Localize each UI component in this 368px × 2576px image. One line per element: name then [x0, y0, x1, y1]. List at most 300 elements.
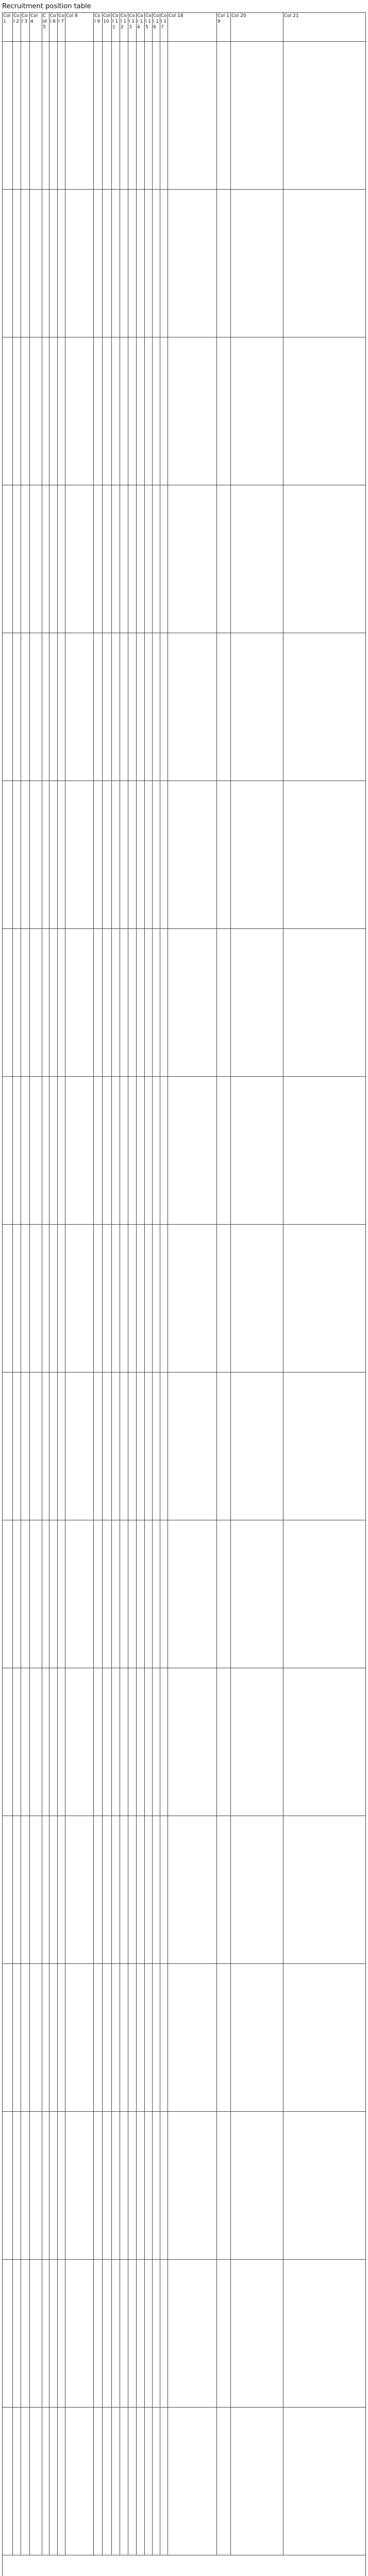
table-cell — [283, 633, 305, 781]
table-cell — [21, 781, 30, 928]
table-cell — [112, 1225, 120, 1372]
table-cell — [65, 1225, 94, 1372]
table-cell — [145, 2260, 153, 2407]
table-cell — [103, 190, 112, 337]
table-cell — [283, 190, 305, 337]
table-cell — [49, 1520, 58, 1668]
table-cell — [49, 1668, 58, 1816]
table-cell — [30, 1964, 42, 2111]
table-cell — [137, 1225, 145, 1372]
table-cell — [13, 1964, 21, 2111]
table-cell — [30, 929, 42, 1076]
table-cell — [65, 781, 94, 928]
table-cell — [103, 2260, 112, 2407]
table-cell — [231, 2408, 283, 2555]
table-cell — [65, 2260, 94, 2407]
table-cell — [231, 1520, 283, 1668]
table-cell — [231, 2260, 283, 2407]
table-cell — [145, 1668, 153, 1816]
header-cell: Col 7 — [58, 13, 65, 41]
table-cell — [3, 337, 13, 485]
table-cell — [153, 1372, 160, 1520]
table-cell — [137, 929, 145, 1076]
table-cell — [137, 337, 145, 485]
table-cell — [153, 1077, 160, 1224]
table-cell — [231, 1668, 283, 1816]
table-cell — [3, 2112, 13, 2259]
table-cell — [58, 1668, 65, 1816]
table-cell — [42, 2408, 49, 2555]
header-cell: Col 12 — [120, 13, 128, 41]
table-cell — [21, 1225, 30, 1372]
table-cell — [58, 2260, 65, 2407]
table-cell — [283, 1668, 305, 1816]
table-cell — [94, 2112, 103, 2259]
table-row — [3, 1077, 365, 1225]
table-cell — [3, 1225, 13, 1372]
table-cell — [3, 633, 13, 781]
table-cell — [137, 781, 145, 928]
table-cell — [3, 1668, 13, 1816]
table-cell — [42, 1520, 49, 1668]
table-cell — [168, 1225, 217, 1372]
table-cell — [65, 190, 94, 337]
table-row — [3, 929, 365, 1077]
table-cell — [13, 190, 21, 337]
table-cell — [58, 1372, 65, 1520]
table-cell — [42, 1077, 49, 1224]
table-cell — [13, 1225, 21, 1372]
table-cell — [65, 1668, 94, 1816]
table-cell — [49, 1372, 58, 1520]
table-cell — [58, 781, 65, 928]
table-cell — [103, 1225, 112, 1372]
table-cell — [145, 1964, 153, 2111]
table-row — [3, 1816, 365, 1964]
table-cell — [231, 2112, 283, 2259]
table-cell — [145, 633, 153, 781]
table-cell — [94, 485, 103, 633]
header-cell: Col 21 — [284, 13, 299, 19]
table-cell — [137, 2112, 145, 2259]
table-cell — [13, 337, 21, 485]
table-cell — [94, 929, 103, 1076]
table-cell — [160, 2260, 168, 2407]
table-cell — [283, 1520, 305, 1668]
table-cell — [112, 1668, 120, 1816]
table-cell — [231, 781, 283, 928]
table-cell — [3, 929, 13, 1076]
table-cell — [231, 1225, 283, 1372]
table-cell — [30, 633, 42, 781]
table-cell — [30, 42, 42, 189]
table-cell — [94, 337, 103, 485]
table-cell — [94, 1225, 103, 1372]
table-cell — [112, 2408, 120, 2555]
table-cell — [168, 781, 217, 928]
table-cell — [21, 2112, 30, 2259]
table-cell — [49, 2408, 58, 2555]
table-cell — [128, 190, 137, 337]
header-cell: Col 1 — [3, 13, 13, 41]
table-cell — [65, 2112, 94, 2259]
table-cell — [283, 2112, 305, 2259]
table-cell — [145, 2112, 153, 2259]
table-cell — [153, 1225, 160, 1372]
table-cell — [128, 1077, 137, 1224]
table-cell — [145, 2408, 153, 2555]
table-cell — [168, 2408, 217, 2555]
table-cell — [3, 190, 13, 337]
table-cell — [283, 1816, 305, 1963]
table-cell — [103, 781, 112, 928]
table-cell — [49, 781, 58, 928]
table-cell — [42, 929, 49, 1076]
table-cell — [42, 1816, 49, 1963]
table-cell — [3, 485, 13, 633]
table-row — [3, 2112, 365, 2260]
table-cell — [217, 1520, 231, 1668]
header-cell: Col 18 — [168, 13, 217, 41]
table-cell — [231, 1964, 283, 2111]
table-cell — [217, 781, 231, 928]
table-cell — [112, 42, 120, 189]
table-cell — [283, 337, 305, 485]
table-cell — [145, 42, 153, 189]
table-cell — [94, 1816, 103, 1963]
table-cell — [283, 485, 305, 633]
table-cell — [217, 1816, 231, 1963]
table-row — [3, 781, 365, 929]
table-cell — [137, 1964, 145, 2111]
table-cell — [160, 1668, 168, 1816]
table-cell — [13, 633, 21, 781]
table-row — [3, 42, 365, 190]
table-cell — [120, 1964, 128, 2111]
table-cell — [120, 1668, 128, 1816]
table-cell — [3, 42, 13, 189]
header-cell: Col 8 — [65, 13, 94, 41]
table-cell — [168, 929, 217, 1076]
table-cell — [65, 1077, 94, 1224]
table-cell — [21, 1668, 30, 1816]
table-cell — [3, 1077, 13, 1224]
table-cell — [283, 2408, 305, 2555]
table-cell — [137, 42, 145, 189]
table-cell — [153, 190, 160, 337]
table-cell — [217, 1964, 231, 2111]
table-cell — [49, 42, 58, 189]
header-cell: Col 9 — [94, 13, 103, 41]
table-cell — [137, 1816, 145, 1963]
table-row — [3, 1964, 365, 2112]
table-cell — [128, 1520, 137, 1668]
table-cell — [42, 633, 49, 781]
table-cell — [168, 1077, 217, 1224]
table-cell — [145, 929, 153, 1076]
header-cell: Col 17 — [160, 13, 168, 41]
table-cell — [137, 1520, 145, 1668]
table-cell — [49, 929, 58, 1076]
table-cell — [58, 42, 65, 189]
table-cell — [13, 781, 21, 928]
table-cell — [153, 337, 160, 485]
table-cell — [120, 42, 128, 189]
table-cell — [283, 1964, 305, 2111]
table-cell — [145, 1372, 153, 1520]
table-cell — [30, 2112, 42, 2259]
table-cell — [160, 633, 168, 781]
table-cell — [94, 1372, 103, 1520]
table-cell — [112, 781, 120, 928]
table-cell — [58, 337, 65, 485]
table-cell — [94, 190, 103, 337]
table-cell — [112, 485, 120, 633]
table-cell — [128, 633, 137, 781]
table-cell — [153, 485, 160, 633]
table-cell — [94, 781, 103, 928]
table-cell — [65, 485, 94, 633]
table-cell — [168, 2112, 217, 2259]
table-cell — [137, 1077, 145, 1224]
table-cell — [153, 1520, 160, 1668]
table-cell — [49, 2112, 58, 2259]
table-cell — [160, 42, 168, 189]
table-cell — [112, 337, 120, 485]
table-cell — [42, 1372, 49, 1520]
table-cell — [231, 929, 283, 1076]
table-cell — [42, 337, 49, 485]
table-cell — [128, 1964, 137, 2111]
table-cell — [65, 633, 94, 781]
table-cell — [283, 42, 305, 189]
table-cell — [42, 2112, 49, 2259]
table-cell — [112, 2260, 120, 2407]
table-cell — [145, 781, 153, 928]
table-cell — [168, 1372, 217, 1520]
table-cell — [120, 337, 128, 485]
table-cell — [128, 485, 137, 633]
table-cell — [168, 42, 217, 189]
table-cell — [3, 2408, 13, 2555]
table-cell — [217, 42, 231, 189]
table-cell — [103, 1668, 112, 1816]
table-row — [3, 1520, 365, 1668]
table-cell — [13, 2408, 21, 2555]
table-cell — [3, 1372, 13, 1520]
table-cell — [30, 1077, 42, 1224]
table-cell — [58, 929, 65, 1076]
table-row — [3, 2408, 365, 2555]
table-cell — [94, 1964, 103, 2111]
table-cell — [137, 1372, 145, 1520]
table-cell — [21, 1372, 30, 1520]
table-cell — [21, 1816, 30, 1963]
position-table — [2, 12, 366, 2576]
table-cell — [128, 929, 137, 1076]
table-row — [3, 633, 365, 781]
table-cell — [231, 42, 283, 189]
header-cell: Col 15 — [145, 13, 153, 41]
table-cell — [168, 337, 217, 485]
table-cell — [42, 1225, 49, 1372]
table-cell — [120, 485, 128, 633]
table-row — [3, 1225, 365, 1372]
table-cell — [58, 1225, 65, 1372]
table-cell — [120, 1225, 128, 1372]
table-cell — [120, 2112, 128, 2259]
table-cell — [13, 1372, 21, 1520]
table-cell — [42, 2260, 49, 2407]
table-cell — [112, 1077, 120, 1224]
table-cell — [153, 2408, 160, 2555]
table-cell — [120, 1077, 128, 1224]
table-cell — [112, 190, 120, 337]
table-cell — [120, 1816, 128, 1963]
table-cell — [137, 2260, 145, 2407]
header-cell: Col 2 — [13, 13, 21, 41]
table-cell — [160, 1225, 168, 1372]
table-cell — [103, 2408, 112, 2555]
table-cell — [168, 1816, 217, 1963]
table-cell — [13, 1520, 21, 1668]
table-cell — [160, 190, 168, 337]
table-cell — [21, 337, 30, 485]
table-cell — [217, 1668, 231, 1816]
table-cell — [21, 42, 30, 189]
table-cell — [65, 42, 94, 189]
table-cell — [168, 1668, 217, 1816]
table-cell — [137, 633, 145, 781]
table-row — [3, 2260, 365, 2408]
table-cell — [58, 2112, 65, 2259]
table-cell — [49, 2260, 58, 2407]
table-cell — [231, 190, 283, 337]
table-cell — [49, 1225, 58, 1372]
table-cell — [13, 929, 21, 1076]
table-cell — [168, 2260, 217, 2407]
table-cell — [3, 781, 13, 928]
table-cell — [42, 485, 49, 633]
header-cell: Col 10 — [103, 13, 112, 41]
header-cell: Col 19 — [217, 13, 231, 41]
table-cell — [13, 42, 21, 189]
table-cell — [120, 2260, 128, 2407]
table-cell — [103, 1520, 112, 1668]
table-cell — [153, 781, 160, 928]
table-cell — [30, 781, 42, 928]
table-cell — [58, 190, 65, 337]
table-row — [3, 1668, 365, 1816]
header-cell: Col 20 — [231, 13, 283, 41]
table-cell — [13, 1077, 21, 1224]
table-cell — [137, 485, 145, 633]
table-cell — [128, 337, 137, 485]
table-row — [3, 190, 365, 337]
table-cell — [30, 1372, 42, 1520]
table-cell — [103, 633, 112, 781]
table-cell — [21, 2260, 30, 2407]
table-cell — [21, 1077, 30, 1224]
table-cell — [168, 1520, 217, 1668]
table-cell — [217, 190, 231, 337]
table-cell — [160, 1372, 168, 1520]
table-cell — [65, 929, 94, 1076]
table-cell — [160, 2112, 168, 2259]
table-cell — [103, 337, 112, 485]
table-cell — [94, 1668, 103, 1816]
table-cell — [283, 2260, 305, 2407]
table-cell — [21, 190, 30, 337]
table-cell — [283, 781, 305, 928]
table-cell — [160, 1520, 168, 1668]
table-cell — [120, 781, 128, 928]
table-cell — [153, 2112, 160, 2259]
table-cell — [94, 2260, 103, 2407]
table-cell — [94, 42, 103, 189]
header-cell: Col 16 — [153, 13, 160, 41]
table-cell — [231, 1077, 283, 1224]
header-cell: Col 5 — [42, 13, 49, 41]
table-cell — [21, 485, 30, 633]
document-title: Recruitment position table — [2, 3, 91, 10]
table-cell — [112, 1520, 120, 1668]
table-cell — [128, 781, 137, 928]
header-cell: Col 11 — [112, 13, 120, 41]
table-cell — [49, 633, 58, 781]
table-cell — [3, 1520, 13, 1668]
table-cell — [3, 1816, 13, 1963]
table-row — [3, 1372, 365, 1520]
table-cell — [30, 1668, 42, 1816]
table-cell — [112, 1964, 120, 2111]
table-cell — [13, 1668, 21, 1816]
table-cell — [128, 2408, 137, 2555]
header-cell: Col 4 — [30, 13, 42, 41]
table-cell — [231, 485, 283, 633]
table-cell — [42, 1668, 49, 1816]
table-cell — [65, 2408, 94, 2555]
table-cell — [168, 633, 217, 781]
table-cell — [231, 1816, 283, 1963]
table-cell — [42, 190, 49, 337]
header-cell: Col 13 — [128, 13, 137, 41]
table-cell — [153, 2260, 160, 2407]
table-row — [3, 485, 365, 633]
table-cell — [65, 337, 94, 485]
table-header — [3, 13, 365, 42]
table-cell — [65, 1520, 94, 1668]
table-cell — [153, 1816, 160, 1963]
table-cell — [120, 1372, 128, 1520]
table-cell — [128, 2260, 137, 2407]
table-cell — [137, 190, 145, 337]
table-cell — [30, 190, 42, 337]
table-cell — [103, 929, 112, 1076]
table-cell — [160, 1964, 168, 2111]
table-cell — [21, 633, 30, 781]
table-cell — [128, 42, 137, 189]
table-cell — [160, 781, 168, 928]
table-cell — [103, 42, 112, 189]
table-cell — [112, 2112, 120, 2259]
table-cell — [160, 337, 168, 485]
table-cell — [153, 42, 160, 189]
table-cell — [217, 929, 231, 1076]
table-cell — [49, 1964, 58, 2111]
table-cell — [21, 1964, 30, 2111]
table-cell — [30, 1225, 42, 1372]
